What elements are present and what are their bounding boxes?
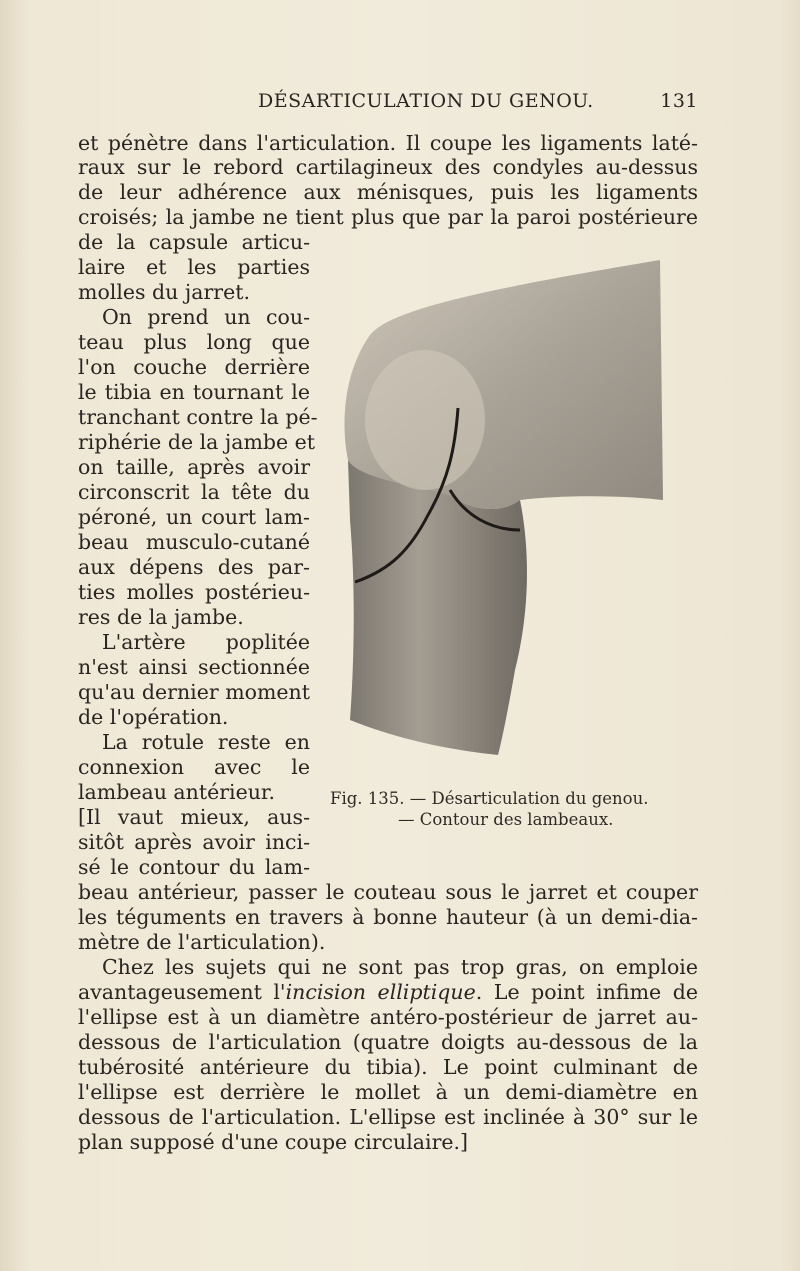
text-line: molles du jarret. bbox=[78, 280, 250, 304]
text-line: riphérie de la jambe et bbox=[78, 430, 316, 454]
text-line: beau antérieur, passer le couteau sous le jarret et couper bbox=[78, 880, 698, 904]
caption-line: — Contour des lambeaux. bbox=[398, 810, 614, 829]
text-line: l'ellipse est derrière le mollet à un demi-diamètre en bbox=[78, 1080, 698, 1104]
text-line: connexion avec le bbox=[78, 755, 310, 779]
text-line: sitôt après avoir inci- bbox=[78, 830, 310, 854]
text-span: . Le point infime de bbox=[475, 980, 698, 1004]
text-line: raux sur le rebord cartilagineux des condyles au-dessus bbox=[78, 155, 698, 179]
text-line: dessous de l'articulation. L'ellipse est inclinée à 30° sur le bbox=[78, 1105, 698, 1129]
text-line: plan supposé d'une coupe circulaire.] bbox=[78, 1130, 469, 1154]
text-line: Chez les sujets qui ne sont pas trop gras, on emploie bbox=[102, 955, 698, 979]
figure-caption bbox=[330, 788, 700, 830]
text-line: aux dépens des par- bbox=[78, 555, 310, 579]
text-line: croisés; la jambe ne tient plus que par la paroi postérieure bbox=[78, 205, 698, 229]
text-line: de l'opération. bbox=[78, 705, 229, 729]
text-span: avantageusement l' bbox=[78, 980, 286, 1004]
text-line: circonscrit la tête du bbox=[78, 480, 310, 504]
text-line: n'est ainsi sectionnée bbox=[78, 655, 310, 679]
knee-illustration bbox=[330, 250, 675, 770]
text-line: [Il vaut mieux, aus- bbox=[78, 805, 310, 829]
text-line: dessous de l'articulation (quatre doigts au-dessous de la bbox=[78, 1030, 698, 1054]
text-line: les téguments en travers à bonne hauteur (à un demi-dia- bbox=[78, 905, 698, 929]
text-line: et pénètre dans l'articulation. Il coupe les ligaments laté- bbox=[78, 131, 698, 155]
text-line: on taille, après avoir bbox=[78, 455, 310, 479]
text-line: L'artère poplitée bbox=[102, 630, 310, 654]
text-line: de la capsule articu- bbox=[78, 230, 310, 254]
patella-shading bbox=[365, 350, 485, 490]
text-line: ties molles postérieu- bbox=[78, 580, 310, 604]
text-line bbox=[78, 980, 698, 1004]
text-line: teau plus long que bbox=[78, 330, 310, 354]
text-line: tranchant contre la pé- bbox=[78, 405, 318, 429]
text-line: On prend un cou- bbox=[102, 305, 310, 329]
emphasis-text: incision elliptique bbox=[285, 980, 476, 1004]
text-line: l'ellipse est à un diamètre antéro-postérieur de jarret au- bbox=[78, 1005, 698, 1029]
caption-line: Fig. 135. — Désarticulation du genou. bbox=[330, 789, 649, 808]
text-line: le tibia en tournant le bbox=[78, 380, 310, 404]
page-number: 131 bbox=[660, 90, 698, 112]
text-line: tubérosité antérieure du tibia). Le point culminant de bbox=[78, 1055, 698, 1079]
text-line: l'on couche derrière bbox=[78, 355, 310, 379]
text-line: beau musculo-cutané bbox=[78, 530, 310, 554]
text-line: La rotule reste en bbox=[102, 730, 310, 754]
text-line: qu'au dernier moment bbox=[78, 680, 310, 704]
text-line: sé le contour du lam- bbox=[78, 855, 310, 879]
text-line: mètre de l'articulation). bbox=[78, 930, 326, 954]
chapter-title: DÉSARTICULATION DU GENOU. bbox=[258, 90, 594, 112]
text-line: de leur adhérence aux ménisques, puis les ligaments bbox=[78, 180, 698, 204]
text-line: laire et les parties bbox=[78, 255, 310, 279]
text-line: lambeau antérieur. bbox=[78, 780, 275, 804]
running-header bbox=[78, 90, 698, 120]
text-line: res de la jambe. bbox=[78, 605, 244, 629]
text-line: péroné, un court lam- bbox=[78, 505, 310, 529]
